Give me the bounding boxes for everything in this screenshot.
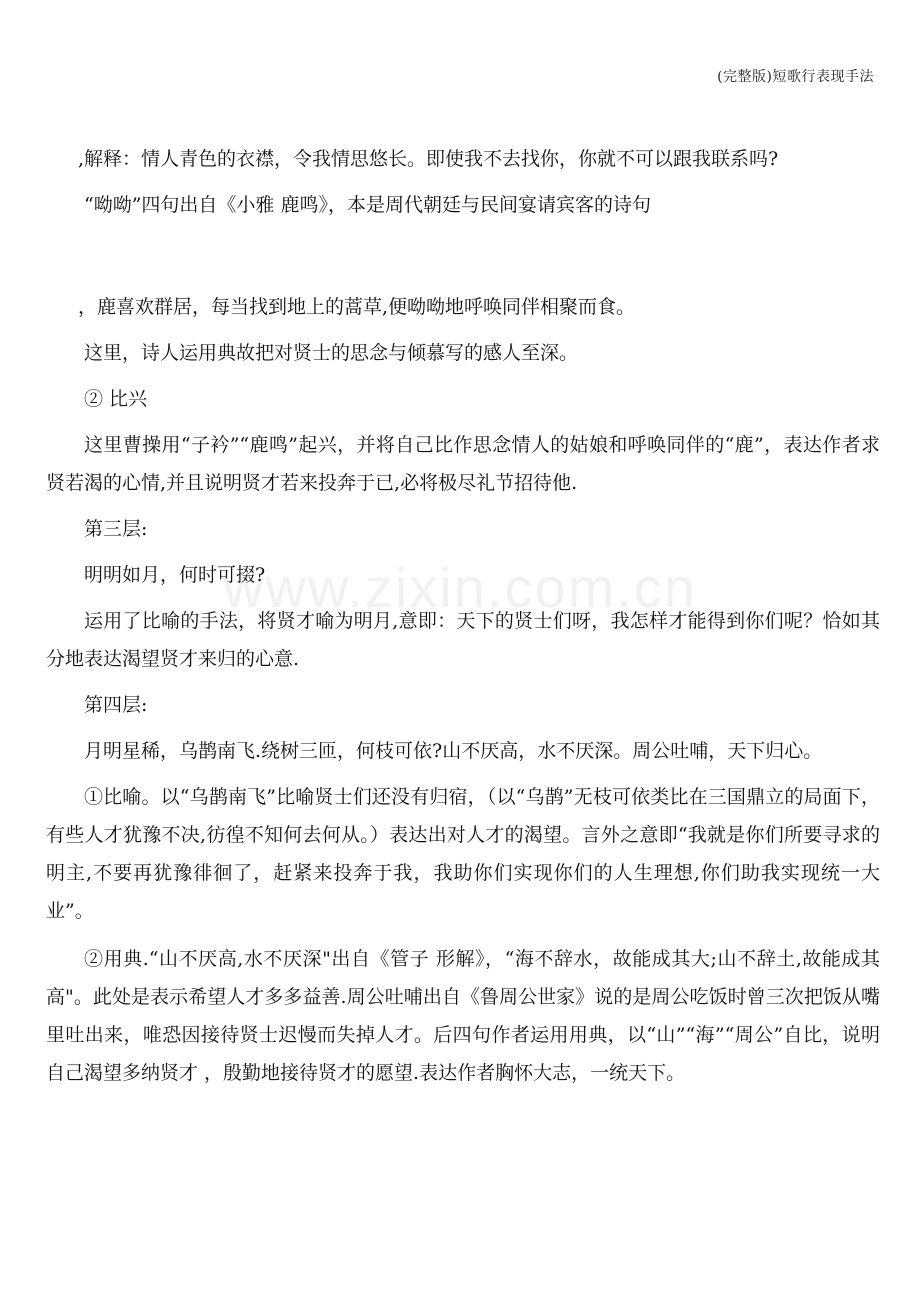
document-body	[46, 140, 880, 1092]
paragraph-bright-moon: 明明如月，何时可掇?	[84, 564, 266, 586]
paragraph-metaphor-crows: ①比喻。以“乌鹊南飞”比喻贤士们还没有归宿，（以“乌鹊”无枝可依类比在三国鼎立的局面下，有些人才犹豫不决,彷徨不知何去何从。）表达出对人才的渴望。言外之意即“我就是你们所要寻求的明主,不要再犹豫徘徊了，赶紧来投奔于我，我助你们实现你们的人生理想,你们助我实现统一大业”。	[46, 786, 880, 922]
paragraph-poem-lines: 月明星稀，乌鹊南飞.绕树三匝，何枝可依?山不厌高，水不厌深。周公吐哺，天下归心。	[84, 740, 823, 762]
paragraph-deer: ，鹿喜欢群居，每当找到地上的蒿草,便呦呦地呼唤同伴相聚而食。	[78, 296, 636, 318]
paragraph-allusion-mountain-sea: ②用典.“山不厌高,水不厌深"出自《管子 形解》，“海不辞水，故能成其大;山不辞土,故能成其高"。此处是表示希望人才多多益善.周公吐哺出自《鲁周公世家》说的是周公吃饭时曾三次把饭从嘴里吐出来，唯恐因接待贤士迟慢而失掉人才。后四句作者运用用典，以“山”“海”“周公”自比，说明自己渴望多纳贤才 ，殷勤地接待贤才的愿望.表达作者胸怀大志，一统天下。	[46, 948, 880, 1084]
page-header-title: (完整版)短歌行表现手法	[717, 69, 874, 85]
heading-bixing: ② 比兴	[84, 388, 148, 410]
watermark-text: www.zixin.com.cn	[223, 556, 697, 619]
paragraph-allusion: 这里，诗人运用典故把对贤士的思念与倾慕写的感人至深。	[84, 342, 579, 364]
paragraph-bixing: 这里曹操用“子衿”“鹿鸣”起兴，并将自己比作思念情人的姑娘和呼唤同伴的“鹿”，表达作者求贤若渴的心情,并且说明贤才若来投奔于已,必将极尽礼节招待他.	[46, 434, 880, 494]
paragraph-explanation: ,解释：情人青色的衣襟，令我情思悠长。即使我不去找你，你就不可以跟我联系吗?	[78, 148, 779, 170]
paragraph-youyou-source: “呦呦”四句出自《小雅 鹿鸣》，本是周代朝廷与民间宴请宾客的诗句	[84, 194, 651, 216]
paragraph-metaphor-moon: 运用了比喻的手法，将贤才喻为明月,意即：天下的贤士们呀，我怎样才能得到你们呢？恰如其分地表达渴望贤才来归的心意.	[46, 610, 880, 670]
heading-layer-four: 第四层:	[84, 694, 148, 716]
heading-layer-three: 第三层:	[84, 518, 148, 540]
